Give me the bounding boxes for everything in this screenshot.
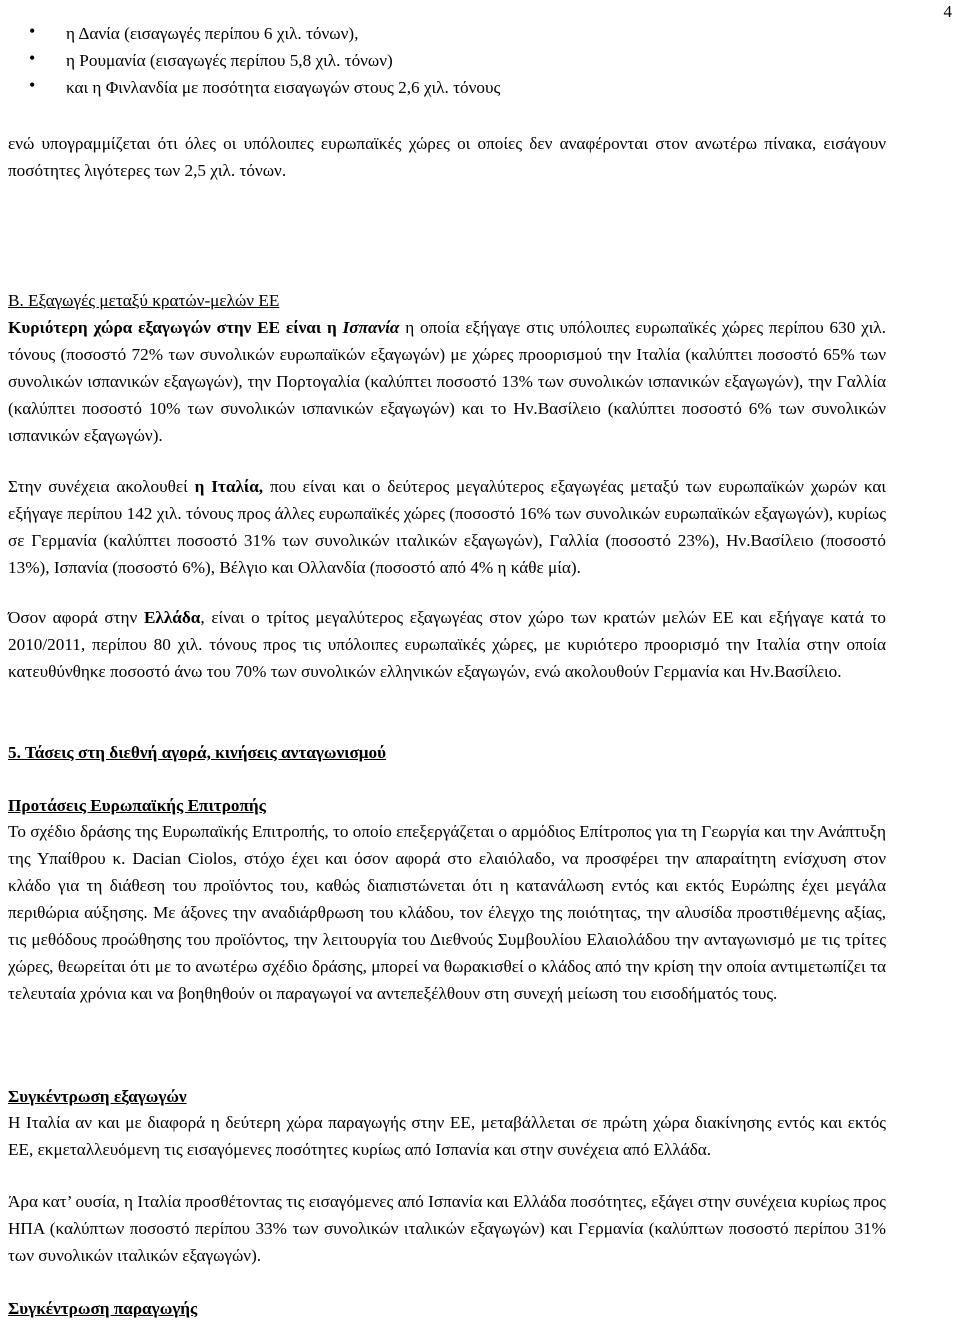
subheading-production-concentration: Συγκέντρωση παραγωγής [8,1299,198,1318]
subheading-export-concentration: Συγκέντρωση εξαγωγών [8,1087,187,1106]
paragraph-italy-exports: Άρα κατ’ ουσία, η Ιταλία προσθέτοντας τις εισαγόμενες από Ισπανία και Ελλάδα ποσότητες, εξάγει στην συνέχεια κυρίως προς ΗΠΑ (καλύπτων ποσοστό περίπου 33% των συνολικών ιταλικών εξαγωγών) και Γερμανία (καλύπτων ποσοστό περίπου 31% των συνολικών ιταλικών εξαγωγών). [8,1192,886,1265]
section-b-paragraph-italy: Στην συνέχεια ακολουθεί η Ιταλία, που είναι και ο δεύτερος μεγαλύτερος εξαγωγέας μεταξύ των ευρωπαϊκών χωρών και εξήγαγε περίπου 142 χιλ. τόνους προς άλλες ευρωπαϊκές χώρες (ποσοστό 16% των συνολικών ευρωπαϊκών εξαγωγών), κυρίως σε Γερμανία (καλύπτει ποσοστό 31% των συνολικών ιταλικών εξαγωγών), Γαλλία (ποσοστό 23%), Ην.Βασίλειο (ποσοστό 13%), Ισπανία (ποσοστό 6%), Βέλγιο και Ολλανδία (ποσοστό από 4% η κάθε μία). [8,477,887,577]
subheading-european-commission: Προτάσεις Ευρωπαϊκής Επιτροπής [8,796,266,815]
country-bullet-list [8,20,888,101]
intro-paragraph: ενώ υπογραμμίζεται ότι όλες οι υπόλοιπες ευρωπαϊκές χώρες οι οποίες δεν αναφέρονται στον ανωτέρω πίνακα, εισάγουν ποσότητες λιγότερες των 2,5 χιλ. τόνων. [8,134,886,180]
page-number: 4 [943,2,952,21]
paragraph-european-commission: Το σχέδιο δράσης της Ευρωπαϊκής Επιτροπής, το οποίο επεξεργάζεται ο αρμόδιος Επίτροπος για τη Γεωργία και την Ανάπτυξη της Υπαίθρου κ. Dacian Ciolos, στόχο έχει και όσον αφορά στο ελαιόλαδο, να προσφέρει την απαραίτητη ενίσχυση στον κλάδο για τη διάθεση του προϊόντος του, καθώς διαπιστώνεται ότι η κατανάλωση εντός και εκτός Ευρώπης έχει μεγάλα περιθώρια αύξησης. Με άξονες την αναδιάρθρωση του κλάδου, τον έλεγχο της ποιότητας, την αλυσίδα προστιθέμενης αξίας, τις μεθόδους προώθησης του προϊόντος, την λειτουργία του Διεθνούς Συμβουλίου Ελαιολάδου την ανταγωνισμό με τις τρίτες χώρες, θεωρείται ότι με το ανωτέρω σχέδιο δράσης, μπορεί να θωρακισθεί ο κλάδος από την κρίση την οποία αντιμετωπίζει τα τελευταία χρόνια και να βοηθηθούν οι παραγωγοί να αντεπεξέλθουν στη συνεχή μείωση του εισοδήματός τους. [8,822,886,1003]
paragraph-italy-distribution: Η Ιταλία αν και με διαφορά η δεύτερη χώρα παραγωγής στην ΕΕ, μεταβάλλεται σε πρώτη χώρα διακίνησης εντός και εκτός ΕΕ, εκμεταλλευόμενη τις εισαγόμενες ποσότητες κυρίως από Ισπανία και στην συνέχεια από Ελλάδα. [8,1113,886,1159]
section-b-paragraph-greece: Όσον αφορά στην Ελλάδα, είναι ο τρίτος μεγαλύτερος εξαγωγέας στον χώρο των κρατών μελών ΕΕ και εξήγαγε κατά το 2010/2011, περίπου 80 χιλ. τόνους προς τις υπόλοιπες ευρωπαϊκές χώρες, με κυριότερο προορισμό την Ιταλία στην οποία κατευθύνθηκε ποσοστό άνω του 70% των συνολικών ελληνικών εξαγωγών, ενώ ακολουθούν Γερμανία και Ην.Βασίλειο. [8,608,887,681]
section-b-heading: Β. Εξαγωγές μεταξύ κρατών-μελών ΕΕ [8,291,280,310]
section-b-paragraph-spain: Κυριότερη χώρα εξαγωγών στην ΕΕ είναι η Ισπανία η οποία εξήγαγε στις υπόλοιπες ευρωπαϊκές χώρες περίπου 630 χιλ. τόνους (ποσοστό 72% των συνολικών ευρωπαϊκών εξαγωγών) με χώρες προορισμού την Ιταλία (καλύπτει ποσοστό 65% των συνολικών ισπανικών εξαγωγών), την Πορτογαλία (καλύπτει ποσοστό 13% των συνολικών ισπανικών εξαγωγών), την Γαλλία (καλύπτει ποσοστό 10% των συνολικών ισπανικών εξαγωγών) και το Ην.Βασίλειο (καλύπτει ποσοστό 6% των συνολικών ισπανικών εξαγωγών). [8,318,887,445]
section-5-heading: 5. Τάσεις στη διεθνή αγορά, κινήσεις ανταγωνισμού [8,743,387,762]
bullet-item: • η Ρουμανία (εισαγωγές περίπου 5,8 χιλ. τόνων) [8,47,888,74]
bullet-item: • και η Φινλανδία με ποσότητα εισαγωγών στους 2,6 χιλ. τόνους [8,74,888,101]
bullet-item: • η Δανία (εισαγωγές περίπου 6 χιλ. τόνων), [8,20,888,47]
bullet-icon: • [29,21,36,41]
bullet-icon: • [29,48,36,68]
bullet-icon: • [29,75,36,95]
